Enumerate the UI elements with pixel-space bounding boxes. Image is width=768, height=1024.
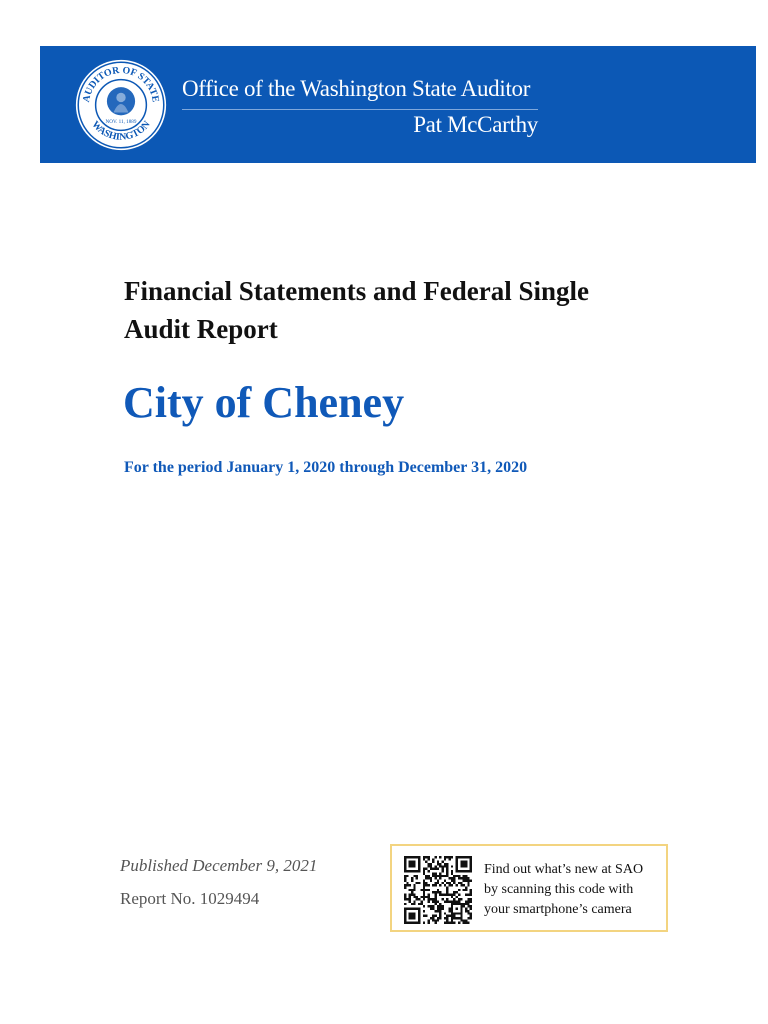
qr-text-line3: your smartphone’s camera <box>484 902 632 917</box>
qr-text-line1: Find out what’s new at SAO <box>484 862 644 877</box>
office-name: Office of the Washington State Auditor <box>182 76 531 101</box>
svg-text:AUDITOR OF STATE: AUDITOR OF STATE <box>81 64 161 104</box>
published-date: Published December 9, 2021 <box>120 856 318 875</box>
report-number: Report No. 1029494 <box>120 889 260 908</box>
svg-text:NOV. 11, 1889: NOV. 11, 1889 <box>105 118 137 125</box>
qr-code[interactable] <box>404 856 472 924</box>
qr-text-line2: by scanning this code with <box>484 882 634 897</box>
qr-callout <box>390 844 668 932</box>
header-banner <box>40 46 756 163</box>
audit-period: For the period January 1, 2020 through December 31, 2020 <box>124 459 528 476</box>
report-title <box>124 272 684 348</box>
banner-divider <box>182 109 538 110</box>
entity-name: City of Cheney <box>123 378 405 427</box>
state-auditor-seal <box>74 58 168 152</box>
qr-callout-text <box>484 860 664 920</box>
svg-text:WASHINGTON: WASHINGTON <box>89 119 153 143</box>
report-title-line2: Audit Report <box>124 314 278 344</box>
auditor-name: Pat McCarthy <box>413 112 538 137</box>
report-title-line1: Financial Statements and Federal Single <box>124 276 589 306</box>
